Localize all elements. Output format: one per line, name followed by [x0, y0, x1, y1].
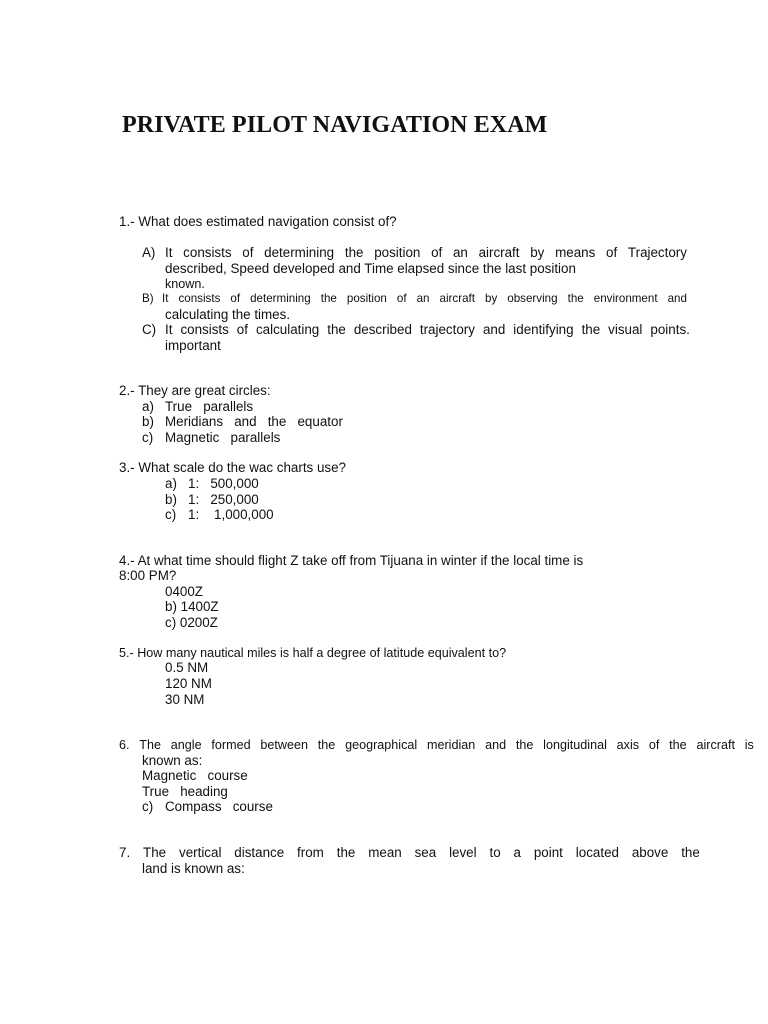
q1-option-c-line1-word: of — [236, 322, 248, 337]
question-4-text-line1: 4.- At what time should flight Z take off from Tijuana in winter if the local time is — [119, 553, 584, 568]
q1-option-a-line1-word: of — [431, 245, 443, 260]
question-7-text-line1-word: above — [631, 845, 669, 860]
question-6-text-line1-word: The — [139, 738, 161, 752]
q5-option-a: 0.5 NM — [165, 660, 209, 675]
question-7-text-line1-word: the — [681, 845, 700, 860]
q6-option-c-label: c) — [142, 799, 154, 814]
question-7-text-line2: land is known as: — [142, 861, 245, 876]
question-6-text-line1-word: aircraft — [696, 738, 735, 752]
exam-title: PRIVATE PILOT NAVIGATION EXAM — [122, 112, 548, 138]
q1-option-a-line1 — [165, 245, 687, 261]
question-7-text-line1-word: mean — [368, 845, 402, 860]
q1-option-c-line1-word: points. — [650, 322, 690, 337]
q6-option-c-text: Compass course — [165, 799, 273, 814]
q1-option-b-line1-word: by — [485, 292, 498, 305]
question-6-text-line1-word: the — [515, 738, 534, 752]
question-7-text-line1-word: a — [513, 845, 521, 860]
q1-option-a-label: A) — [142, 245, 156, 260]
q6-option-a-text: Magnetic course — [142, 768, 248, 783]
question-6-text-line1-word: and — [485, 738, 507, 752]
q2-option-c-text: Magnetic parallels — [165, 430, 281, 445]
question-3-text: 3.- What scale do the wac charts use? — [119, 460, 347, 475]
q2-option-b-text: Meridians and the equator — [165, 414, 343, 429]
q1-option-c-line1-word: and — [482, 322, 506, 337]
q1-option-c-line1-word: identifying — [513, 322, 574, 337]
question-6-text-line1-word: geographical — [345, 738, 418, 752]
question-7-text-line1-word: distance — [234, 845, 285, 860]
q5-option-b: 120 NM — [165, 676, 212, 691]
q1-option-c-label: C) — [142, 322, 157, 337]
q1-option-a-line1-word: by — [530, 245, 545, 260]
q5-option-c: 30 NM — [165, 692, 205, 707]
q1-option-a-line1-word: means — [555, 245, 596, 260]
q1-option-b-label: B) — [142, 292, 154, 305]
q2-option-a-label: a) — [142, 399, 154, 414]
q1-option-b-line1-word: the — [320, 292, 337, 305]
question-7-text-line1-word: vertical — [179, 845, 222, 860]
q1-option-b-line1-word: environment — [593, 292, 658, 305]
question-7-text-line1-word: 7. — [119, 845, 131, 860]
q1-option-a-line1-word: Trajectory — [627, 245, 687, 260]
q1-option-a-line1-word: It — [165, 245, 173, 260]
question-7-text-line1 — [119, 845, 700, 861]
question-5-text: 5.- How many nautical miles is half a degree of latitude equivalent to? — [119, 646, 507, 660]
q1-option-a-line1-word: of — [606, 245, 618, 260]
q3-option-a-label: a) — [165, 476, 177, 491]
q1-option-a-line1-word: aircraft — [478, 245, 520, 260]
q1-option-c-line1-word: consists — [180, 322, 229, 337]
q1-option-b-line1-word: the — [567, 292, 584, 305]
q1-option-b-line1-word: of — [230, 292, 241, 305]
question-2-text: 2.- They are great circles: — [119, 383, 271, 398]
q3-option-a-text: 1: 500,000 — [188, 476, 259, 491]
q1-option-b-line1-word: of — [396, 292, 407, 305]
q1-option-b-line1-word: It — [162, 292, 169, 305]
q1-option-b-line1-word: determining — [250, 292, 311, 305]
question-6-text-line1-word: 6. — [119, 738, 130, 752]
question-1-text: 1.- What does estimated navigation consist of? — [119, 214, 397, 229]
q1-option-a-line1-word: an — [452, 245, 468, 260]
q6-option-b-text: True heading — [142, 784, 228, 799]
question-7-text-line1-word: the — [336, 845, 356, 860]
question-7-text-line1-word: from — [297, 845, 324, 860]
q3-option-b-label: b) — [165, 492, 177, 507]
question-6-text-line1-word: is — [744, 738, 754, 752]
question-6-text-line1-word: formed — [211, 738, 251, 752]
question-6-text-line1-word: angle — [170, 738, 202, 752]
q4-option-c: c) 0200Z — [165, 615, 218, 630]
q1-option-c-line1-word: It — [165, 322, 173, 337]
q1-option-b-line2: calculating the times. — [165, 307, 291, 322]
q4-option-a: 0400Z — [165, 584, 203, 599]
question-6-text-line1-word: axis — [616, 738, 640, 752]
question-6-text-line1-word: of — [648, 738, 660, 752]
q1-option-a-line1-word: consists — [183, 245, 232, 260]
q1-option-b-line1-word: observing — [507, 292, 558, 305]
q1-option-a-line1-word: position — [374, 245, 421, 260]
q1-option-c-line1-word: described — [353, 322, 412, 337]
q1-option-c-line1-word: visual — [608, 322, 643, 337]
q1-option-c-line1-word: the — [327, 322, 346, 337]
question-7-text-line1-word: sea — [414, 845, 437, 860]
q1-option-b-line1-word: aircraft — [439, 292, 475, 305]
q2-option-a-text: True parallels — [165, 399, 254, 414]
question-6-text-line1-word: longitudinal — [543, 738, 607, 752]
question-6-text-line1-word: meridian — [426, 738, 476, 752]
question-6-text-line2: known as: — [142, 753, 203, 768]
q1-option-b-line1-word: position — [346, 292, 387, 305]
q3-option-c-text: 1: 1,000,000 — [188, 507, 274, 522]
q1-option-c-line1-word: calculating — [255, 322, 320, 337]
q1-option-c-line2: important — [165, 338, 221, 353]
question-6-text-line1-word: between — [260, 738, 308, 752]
q1-option-b-line1-word: an — [416, 292, 430, 305]
question-7-text-line1-word: level — [449, 845, 477, 860]
q1-option-a-line2: described, Speed developed and Time elapsed since the last position — [165, 261, 576, 276]
question-7-text-line1-word: to — [489, 845, 501, 860]
q2-option-c-label: c) — [142, 430, 154, 445]
question-4-text-line2: 8:00 PM? — [119, 568, 177, 583]
q1-option-a-line1-word: determining — [264, 245, 335, 260]
question-6-text-line1-word: the — [317, 738, 336, 752]
q1-option-c-line1-word: trajectory — [419, 322, 475, 337]
q1-option-a-line1-word: the — [344, 245, 364, 260]
question-7-text-line1-word: point — [533, 845, 563, 860]
q3-option-c-label: c) — [165, 507, 177, 522]
question-7-text-line1-word: located — [575, 845, 619, 860]
q3-option-b-text: 1: 250,000 — [188, 492, 259, 507]
q1-option-a-line3: known. — [165, 277, 205, 291]
q2-option-b-label: b) — [142, 414, 154, 429]
q1-option-a-line1-word: of — [242, 245, 254, 260]
question-6-text-line1-word: the — [669, 738, 687, 752]
q1-option-c-line1 — [165, 322, 690, 338]
q1-option-b-line1-word: consists — [178, 292, 221, 305]
q1-option-b-line1-word: and — [667, 292, 687, 305]
q4-option-b: b) 1400Z — [165, 599, 219, 614]
q1-option-c-line1-word: the — [581, 322, 601, 337]
q1-option-b-line1 — [162, 291, 687, 307]
question-7-text-line1-word: The — [143, 845, 167, 860]
question-6-text-line1 — [119, 737, 754, 753]
